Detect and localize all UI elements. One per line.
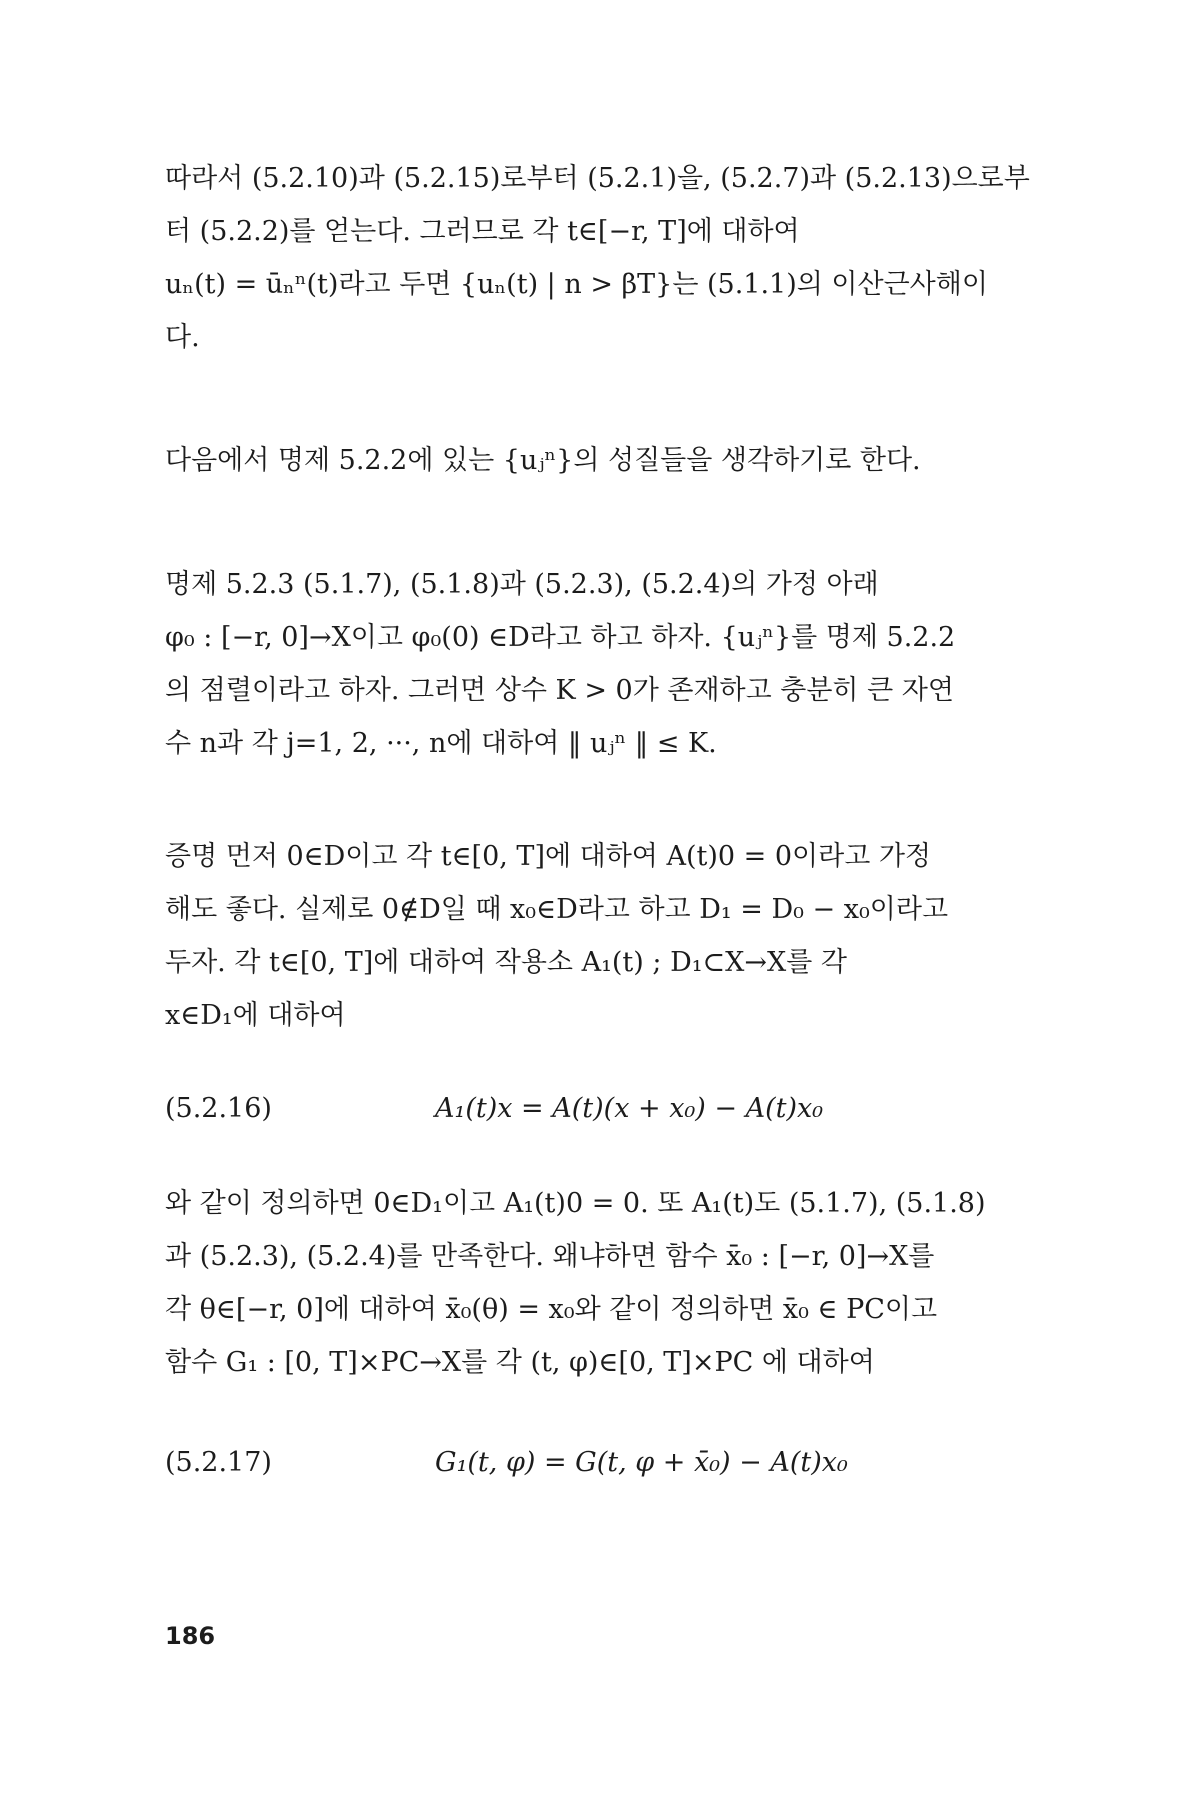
equation-expression: G₁(t, φ) = G(t, φ + x̄₀) − A(t)x₀ [435, 1447, 848, 1478]
equation-number: (5.2.17) [165, 1447, 272, 1478]
paragraph-conclusion [165, 152, 1065, 364]
equation-5-2-17 [165, 1447, 1065, 1497]
proposition-5-2-3 [165, 558, 1065, 770]
text-line: x∈D₁에 대하여 [165, 1000, 346, 1031]
text-line: 명제 5.2.3 (5.1.7), (5.1.8)과 (5.2.3), (5.2.4)의 가정 아래 [165, 569, 879, 600]
text-line: 두자. 각 t∈[0, T]에 대하여 작용소 A₁(t) ; D₁⊂X→X를 각 [165, 947, 847, 978]
text-line: 따라서 (5.2.10)과 (5.2.15)로부터 (5.2.1)을, (5.2.7)과 (5.2.13)으로부 [165, 163, 1030, 194]
text-line: 과 (5.2.3), (5.2.4)를 만족한다. 왜냐하면 함수 x̄₀ : [−r, 0]→X를 [165, 1241, 935, 1272]
paragraph-intro [165, 434, 1065, 487]
text-line: 다. [165, 322, 200, 353]
text-line: 증명 먼저 0∈D이고 각 t∈[0, T]에 대하여 A(t)0 = 0이라고 가정 [165, 841, 932, 872]
text-line: φ₀ : [−r, 0]→X이고 φ₀(0) ∈D라고 하고 하자. {uⱼⁿ}를 명제 5.2.2 [165, 622, 956, 653]
paragraph-definition [165, 1177, 1065, 1389]
text-line: 해도 좋다. 실제로 0∉D일 때 x₀∈D라고 하고 D₁ = D₀ − x₀이라고 [165, 894, 949, 925]
text-line: 수 n과 각 j=1, 2, ···, n에 대하여 ‖ uⱼⁿ ‖ ≤ K. [165, 728, 717, 759]
text-line: 각 θ∈[−r, 0]에 대하여 x̄₀(θ) = x₀와 같이 정의하면 x̄₀ ∈ PC이고 [165, 1294, 938, 1325]
text-line: uₙ(t) = ūₙⁿ(t)라고 두면 {uₙ(t) | n > βT}는 (5.1.1)의 이산근사해이 [165, 269, 988, 300]
equation-number: (5.2.16) [165, 1093, 272, 1124]
text-line: 의 점렬이라고 하자. 그러면 상수 K > 0가 존재하고 충분히 큰 자연 [165, 675, 954, 706]
proof-paragraph [165, 830, 1065, 1042]
equation-5-2-16 [165, 1093, 1065, 1143]
text-line: 터 (5.2.2)를 얻는다. 그러므로 각 t∈[−r, T]에 대하여 [165, 216, 800, 247]
text-line: 함수 G₁ : [0, T]×PC→X를 각 (t, φ)∈[0, T]×PC 에 대하여 [165, 1347, 875, 1378]
text-line: 다음에서 명제 5.2.2에 있는 {uⱼⁿ}의 성질들을 생각하기로 한다. [165, 445, 921, 476]
equation-expression: A₁(t)x = A(t)(x + x₀) − A(t)x₀ [435, 1093, 824, 1124]
text-line: 와 같이 정의하면 0∈D₁이고 A₁(t)0 = 0. 또 A₁(t)도 (5.1.7), (5.1.8) [165, 1188, 986, 1219]
page-number: 186 [165, 1622, 216, 1650]
